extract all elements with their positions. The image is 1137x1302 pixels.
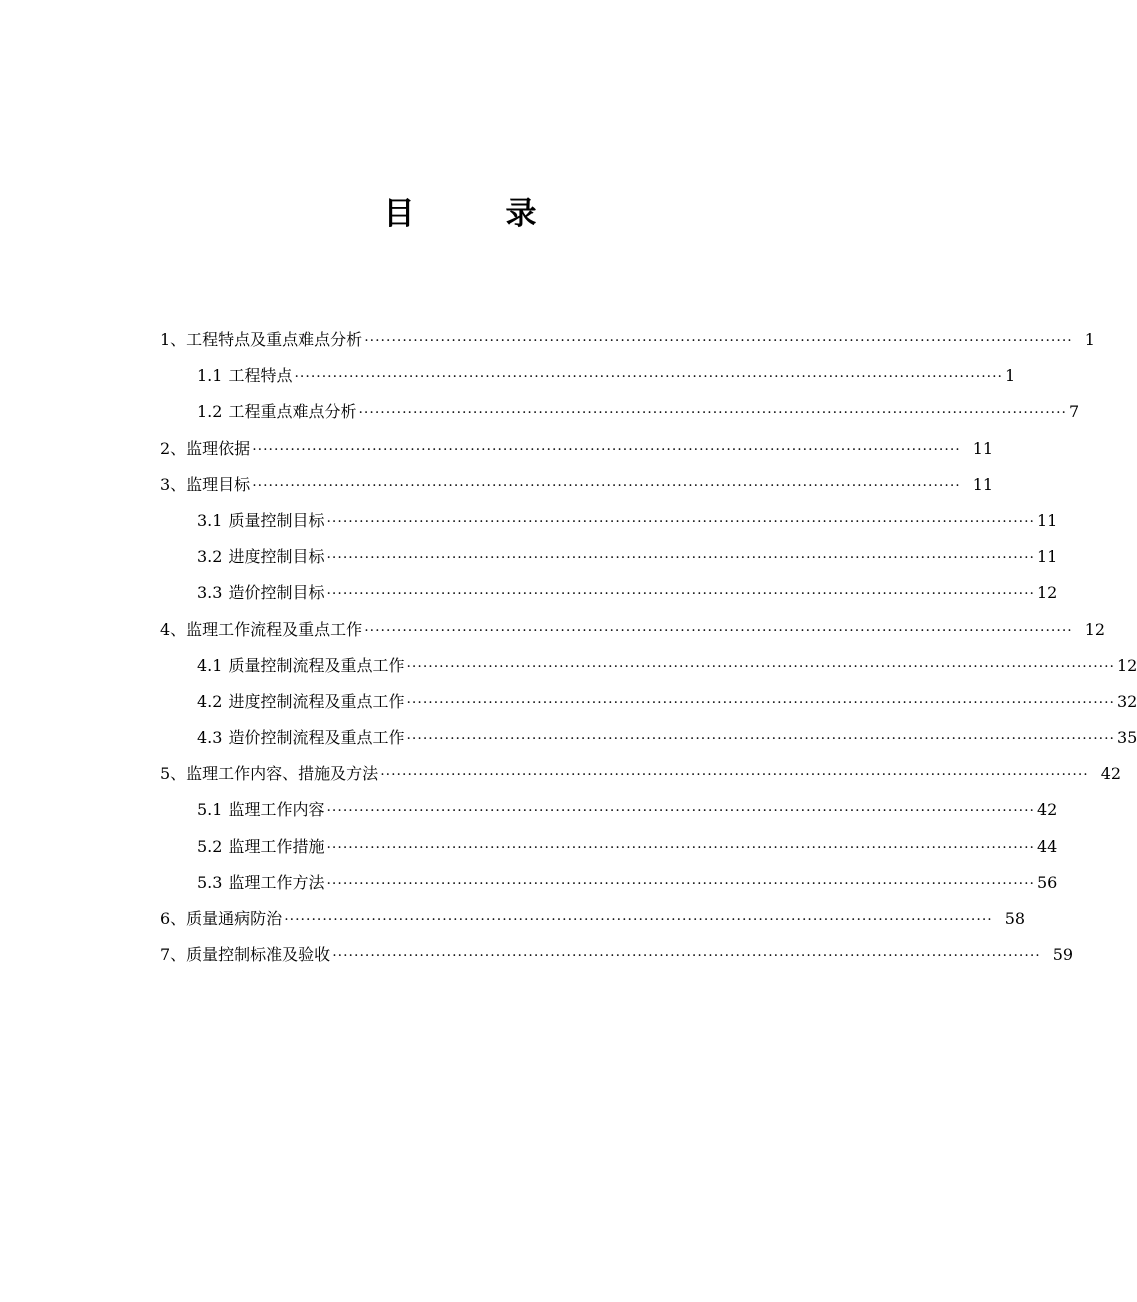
toc-entry[interactable] [160, 575, 1058, 611]
toc-dot-leader: ·································································································································· [406, 694, 1115, 711]
toc-entry-label [160, 322, 362, 358]
toc-page-number: 32 [1117, 691, 1137, 711]
toc-page-number: 59 [1052, 945, 1074, 965]
toc-entry[interactable] [160, 431, 994, 467]
toc-page-number: 12 [1117, 655, 1137, 675]
toc-dot-leader: ·································································································································· [326, 875, 1035, 892]
toc-entry-number: 5.3 [197, 872, 223, 892]
toc-page-number: 58 [1004, 909, 1026, 928]
toc-dot-leader: ·································································································································· [284, 912, 993, 928]
toc-entry-number: 1.1 [197, 366, 223, 386]
toc-entry-label [160, 467, 250, 503]
toc-dot-leader: ·································································································································· [406, 731, 1115, 748]
toc-entry-number: 3.2 [197, 547, 223, 567]
toc-entry-number: 5.1 [197, 800, 223, 820]
toc-page-number: 11 [972, 438, 994, 458]
toc-entry-label [197, 503, 324, 539]
toc-entry[interactable] [160, 901, 1026, 937]
toc-page-number: 42 [1037, 800, 1058, 820]
toc-dot-leader: ·································································································································· [326, 513, 1035, 530]
toc-entry[interactable] [160, 322, 1095, 358]
toc-dot-leader: ·································································································································· [364, 622, 1073, 639]
toc-entry[interactable] [160, 684, 1137, 720]
toc-entry-label [197, 865, 324, 901]
toc-entry-text: 造价控制目标 [228, 583, 325, 603]
toc-page-number: 12 [1037, 583, 1058, 603]
toc-entry-text: 1、工程特点及重点难点分析 [160, 330, 363, 349]
toc-dot-leader: ·································································································································· [364, 333, 1073, 349]
toc-entry-label [197, 829, 324, 865]
toc-entry-text: 监理工作内容 [228, 800, 325, 820]
toc-entry-label [197, 394, 356, 430]
toc-entry-text: 4、监理工作流程及重点工作 [160, 619, 363, 639]
toc-dot-leader: ·································································································································· [252, 477, 961, 494]
toc-page-number: 11 [1037, 547, 1058, 567]
toc-entry[interactable] [160, 358, 1016, 394]
toc-page-number: 56 [1037, 872, 1058, 892]
toc-entry[interactable] [160, 829, 1058, 865]
toc-page-number: 35 [1117, 728, 1137, 748]
toc-entry[interactable] [160, 937, 1074, 973]
toc-entry-label [160, 901, 282, 937]
toc-dot-leader: ·································································································································· [252, 441, 961, 458]
toc-entry-number: 4.3 [197, 728, 223, 748]
toc-entry-label [197, 792, 324, 828]
toc-dot-leader: ·································································································································· [332, 948, 1041, 965]
toc-entry-number: 4.2 [197, 691, 223, 711]
toc-entry-text: 3、监理目标 [160, 474, 251, 494]
toc-page-number: 12 [1084, 619, 1106, 639]
toc-entry-label [197, 648, 404, 684]
toc-dot-leader: ·································································································································· [326, 839, 1035, 856]
toc-entry[interactable] [160, 467, 994, 503]
toc-entry-number: 3.3 [197, 583, 223, 603]
toc-page-number: 7 [1069, 402, 1080, 422]
toc-entry-label [197, 358, 292, 394]
toc-entry-label [160, 612, 362, 648]
toc-dot-leader: ·································································································································· [294, 369, 1003, 386]
toc-entry-label [160, 937, 330, 973]
toc-entry[interactable] [160, 539, 1058, 575]
toc-entry-label [160, 756, 378, 792]
toc-page-number: 11 [1037, 510, 1058, 530]
toc-entry-text: 进度控制目标 [228, 547, 325, 567]
toc-entry-text: 质量控制目标 [228, 510, 325, 530]
toc-entry-text: 5、监理工作内容、措施及方法 [160, 764, 379, 784]
table-of-contents [160, 322, 1137, 973]
toc-entry[interactable] [160, 865, 1058, 901]
toc-dot-leader: ·································································································································· [380, 767, 1089, 784]
toc-entry-number: 4.1 [197, 655, 223, 675]
toc-entry[interactable] [160, 756, 1122, 792]
toc-dot-leader: ·································································································································· [358, 405, 1067, 422]
toc-entry-text: 造价控制流程及重点工作 [228, 728, 405, 748]
toc-page-number: 11 [972, 474, 994, 494]
toc-page-number: 42 [1100, 764, 1122, 784]
toc-entry-number: 5.2 [197, 836, 223, 856]
toc-page-number: 1 [1084, 330, 1095, 349]
toc-entry-label [197, 684, 404, 720]
toc-dot-leader: ·································································································································· [406, 658, 1115, 675]
toc-entry-text: 监理工作措施 [228, 836, 325, 856]
toc-entry-text: 工程特点 [228, 366, 293, 386]
toc-entry-number: 1.2 [197, 402, 223, 422]
toc-page-number: 44 [1037, 836, 1058, 856]
toc-entry-label [160, 431, 250, 467]
toc-entry-text: 7、质量控制标准及验收 [160, 945, 331, 965]
toc-dot-leader: ·································································································································· [326, 550, 1035, 567]
toc-entry[interactable] [160, 792, 1058, 828]
toc-entry-label [197, 575, 324, 611]
toc-entry[interactable] [160, 503, 1058, 539]
toc-entry-label [197, 720, 404, 756]
toc-entry[interactable] [160, 394, 1080, 430]
toc-dot-leader: ·································································································································· [326, 803, 1035, 820]
toc-entry-number: 3.1 [197, 510, 223, 530]
toc-entry-text: 质量控制流程及重点工作 [228, 655, 405, 675]
toc-entry[interactable] [160, 648, 1137, 684]
toc-page-number: 1 [1005, 366, 1016, 386]
toc-entry-text: 监理工作方法 [228, 872, 325, 892]
toc-entry[interactable] [160, 612, 1106, 648]
toc-entry-text: 进度控制流程及重点工作 [228, 691, 405, 711]
toc-entry-label [197, 539, 324, 575]
toc-entry-text: 工程重点难点分析 [228, 402, 357, 422]
page-title: 目 录 [383, 196, 567, 232]
toc-dot-leader: ·································································································································· [326, 586, 1035, 603]
toc-entry-text: 6、质量通病防治 [160, 909, 283, 928]
toc-entry-text: 2、监理依据 [160, 438, 251, 458]
toc-entry[interactable] [160, 720, 1137, 756]
